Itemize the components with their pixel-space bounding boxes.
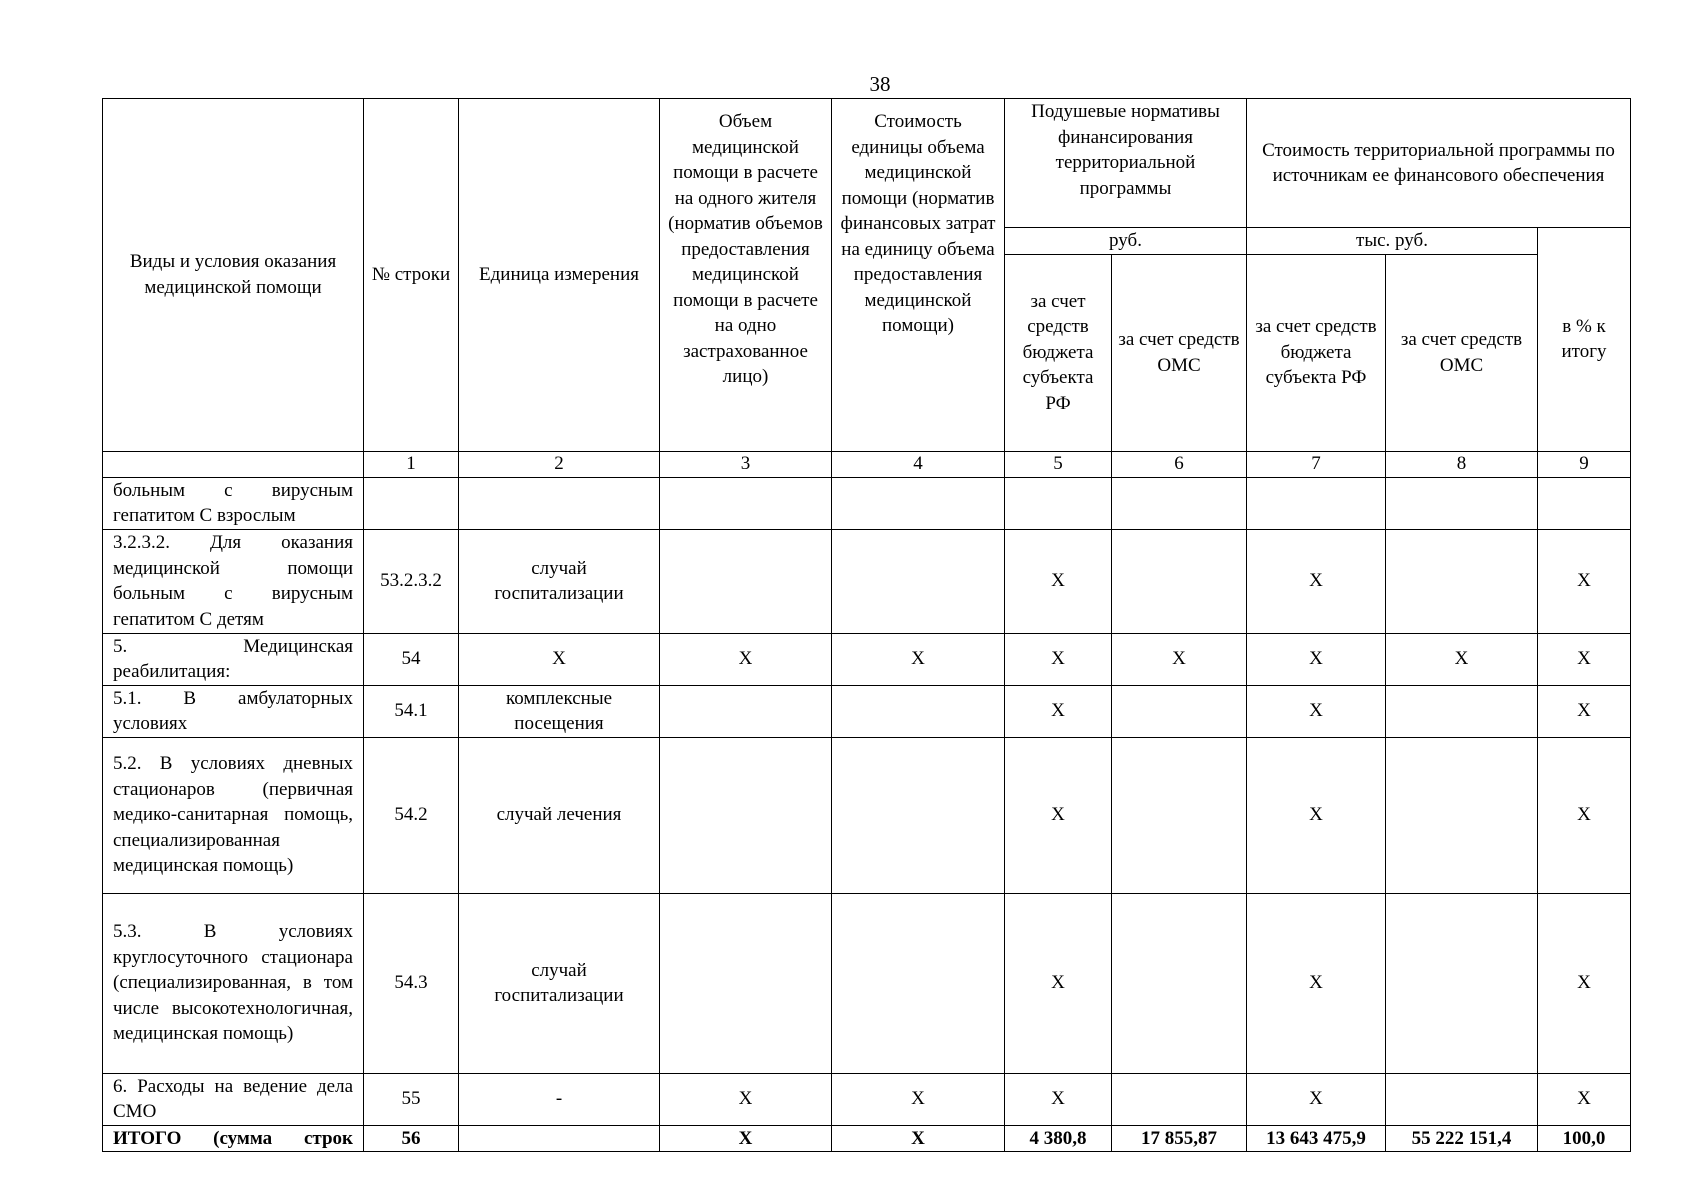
row-budget-thousand-rub: Х (1247, 893, 1386, 1073)
header-unit-rub: руб. (1005, 228, 1247, 255)
row-name: 5.1. В амбулаторных условиях (103, 685, 364, 737)
row-percent: Х (1538, 633, 1631, 685)
row-unit-cost: Х (832, 1073, 1005, 1125)
row-budget-rub: Х (1005, 529, 1112, 633)
row-percent: Х (1538, 529, 1631, 633)
row-budget-rub: Х (1005, 893, 1112, 1073)
row-unit (459, 477, 660, 529)
column-number: 1 (364, 451, 459, 477)
row-volume (660, 685, 832, 737)
row-budget-thousand-rub: Х (1247, 633, 1386, 685)
row-oms-thousand-rub (1386, 477, 1538, 529)
row-percent: Х (1538, 1073, 1631, 1125)
column-number: 5 (1005, 451, 1112, 477)
row-unit: случай госпитализации (459, 529, 660, 633)
row-number: 54.1 (364, 685, 459, 737)
row-number: 54.2 (364, 737, 459, 893)
row-number: 54 (364, 633, 459, 685)
row-budget-rub (1005, 477, 1112, 529)
row-oms-rub (1112, 737, 1247, 893)
row-oms-thousand-rub (1386, 529, 1538, 633)
table-row (103, 893, 1631, 1073)
row-volume: Х (660, 1125, 832, 1152)
row-oms-thousand-rub (1386, 1073, 1538, 1125)
header-percent-of-total: в % к итогу (1538, 228, 1631, 452)
column-number: 6 (1112, 451, 1247, 477)
row-budget-thousand-rub: Х (1247, 529, 1386, 633)
row-volume (660, 477, 832, 529)
header-volume: Объем медицинской помощи в расчете на одного жителя (норматив объемов предоставления медицинской помощи в расчете на одно застрахованное лицо) (660, 99, 832, 452)
row-volume: Х (660, 633, 832, 685)
row-volume (660, 893, 832, 1073)
row-number: 56 (364, 1125, 459, 1152)
row-unit-cost (832, 685, 1005, 737)
row-budget-rub: Х (1005, 737, 1112, 893)
column-number: 2 (459, 451, 660, 477)
row-oms-rub (1112, 1073, 1247, 1125)
row-number (364, 477, 459, 529)
row-name: ИТОГО (сумма строк (103, 1125, 364, 1152)
header-unit: Единица измерения (459, 99, 660, 452)
row-percent: Х (1538, 737, 1631, 893)
header-per-capita-standards: Подушевые нормативы финансирования территориальной программы (1005, 99, 1247, 228)
table-row (103, 685, 1631, 737)
row-name: 5.2. В условиях дневных стационаров (первичная медико-санитарная помощь, специализированная медицинская помощь) (103, 737, 364, 893)
column-number: 3 (660, 451, 832, 477)
row-name: 5. Медицинская реабилитация: (103, 633, 364, 685)
row-percent: Х (1538, 893, 1631, 1073)
row-unit-cost (832, 529, 1005, 633)
row-percent (1538, 477, 1631, 529)
row-budget-thousand-rub: 13 643 475,9 (1247, 1125, 1386, 1152)
row-budget-rub: Х (1005, 1073, 1112, 1125)
row-oms-rub (1112, 893, 1247, 1073)
row-unit: случай лечения (459, 737, 660, 893)
row-unit (459, 1125, 660, 1152)
header-oms-thousand-rub: за счет средств ОМС (1386, 254, 1538, 451)
table-row (103, 477, 1631, 529)
header-unit-thousand-rub: тыс. руб. (1247, 228, 1538, 255)
table-row (103, 529, 1631, 633)
page-number: 38 (869, 72, 891, 96)
row-number: 53.2.3.2 (364, 529, 459, 633)
table-row (103, 1073, 1631, 1125)
row-unit: - (459, 1073, 660, 1125)
row-unit-cost: Х (832, 633, 1005, 685)
row-volume: Х (660, 1073, 832, 1125)
row-volume (660, 529, 832, 633)
column-number: 8 (1386, 451, 1538, 477)
row-oms-thousand-rub: Х (1386, 633, 1538, 685)
column-number: 4 (832, 451, 1005, 477)
row-unit: случай госпитализации (459, 893, 660, 1073)
row-unit-cost (832, 477, 1005, 529)
row-oms-thousand-rub (1386, 893, 1538, 1073)
header-oms-rub: за счет средств ОМС (1112, 254, 1247, 451)
column-number: 9 (1538, 451, 1631, 477)
row-oms-thousand-rub (1386, 685, 1538, 737)
header-row-number: № строки (364, 99, 459, 452)
row-budget-thousand-rub: Х (1247, 685, 1386, 737)
row-unit-cost (832, 893, 1005, 1073)
table-row (103, 737, 1631, 893)
row-number: 54.3 (364, 893, 459, 1073)
row-name: больным с вирусным гепатитом С взрослым (103, 477, 364, 529)
row-percent: Х (1538, 685, 1631, 737)
header-budget-rub: за счет средств бюджета субъекта РФ (1005, 254, 1112, 451)
row-unit-cost (832, 737, 1005, 893)
table-row (103, 633, 1631, 685)
row-name: 3.2.3.2. Для оказания медицинской помощи больным с вирусным гепатитом С детям (103, 529, 364, 633)
row-oms-thousand-rub (1386, 737, 1538, 893)
column-number: 7 (1247, 451, 1386, 477)
row-oms-rub: Х (1112, 633, 1247, 685)
row-budget-thousand-rub (1247, 477, 1386, 529)
row-oms-thousand-rub: 55 222 151,4 (1386, 1125, 1538, 1152)
header-kinds-of-care: Виды и условия оказания медицинской помощи (103, 99, 364, 452)
row-budget-thousand-rub: Х (1247, 1073, 1386, 1125)
row-oms-rub (1112, 477, 1247, 529)
row-percent: 100,0 (1538, 1125, 1631, 1152)
row-budget-rub: Х (1005, 633, 1112, 685)
row-unit: комплексные посещения (459, 685, 660, 737)
row-budget-rub: 4 380,8 (1005, 1125, 1112, 1152)
total-row (103, 1125, 1631, 1152)
row-oms-rub (1112, 685, 1247, 737)
row-unit-cost: Х (832, 1125, 1005, 1152)
row-oms-rub: 17 855,87 (1112, 1125, 1247, 1152)
header-program-cost-by-source: Стоимость территориальной программы по источникам ее финансового обеспечения (1247, 99, 1631, 228)
header-budget-thousand-rub: за счет средств бюджета субъекта РФ (1247, 254, 1386, 451)
column-numbers-row (103, 451, 1631, 477)
row-oms-rub (1112, 529, 1247, 633)
row-budget-rub: Х (1005, 685, 1112, 737)
row-name: 6. Расходы на ведение дела СМО (103, 1073, 364, 1125)
program-cost-table (102, 98, 1631, 1152)
row-volume (660, 737, 832, 893)
row-name: 5.3. В условиях круглосуточного стационара (специализированная, в том числе высокотехнологичная, медицинская помощь) (103, 893, 364, 1073)
row-number: 55 (364, 1073, 459, 1125)
header-unit-cost: Стоимость единицы объема медицинской помощи (норматив финансовых затрат на единицу объема предоставления медицинской помощи) (832, 99, 1005, 452)
row-budget-thousand-rub: Х (1247, 737, 1386, 893)
row-unit: Х (459, 633, 660, 685)
column-number (103, 451, 364, 477)
